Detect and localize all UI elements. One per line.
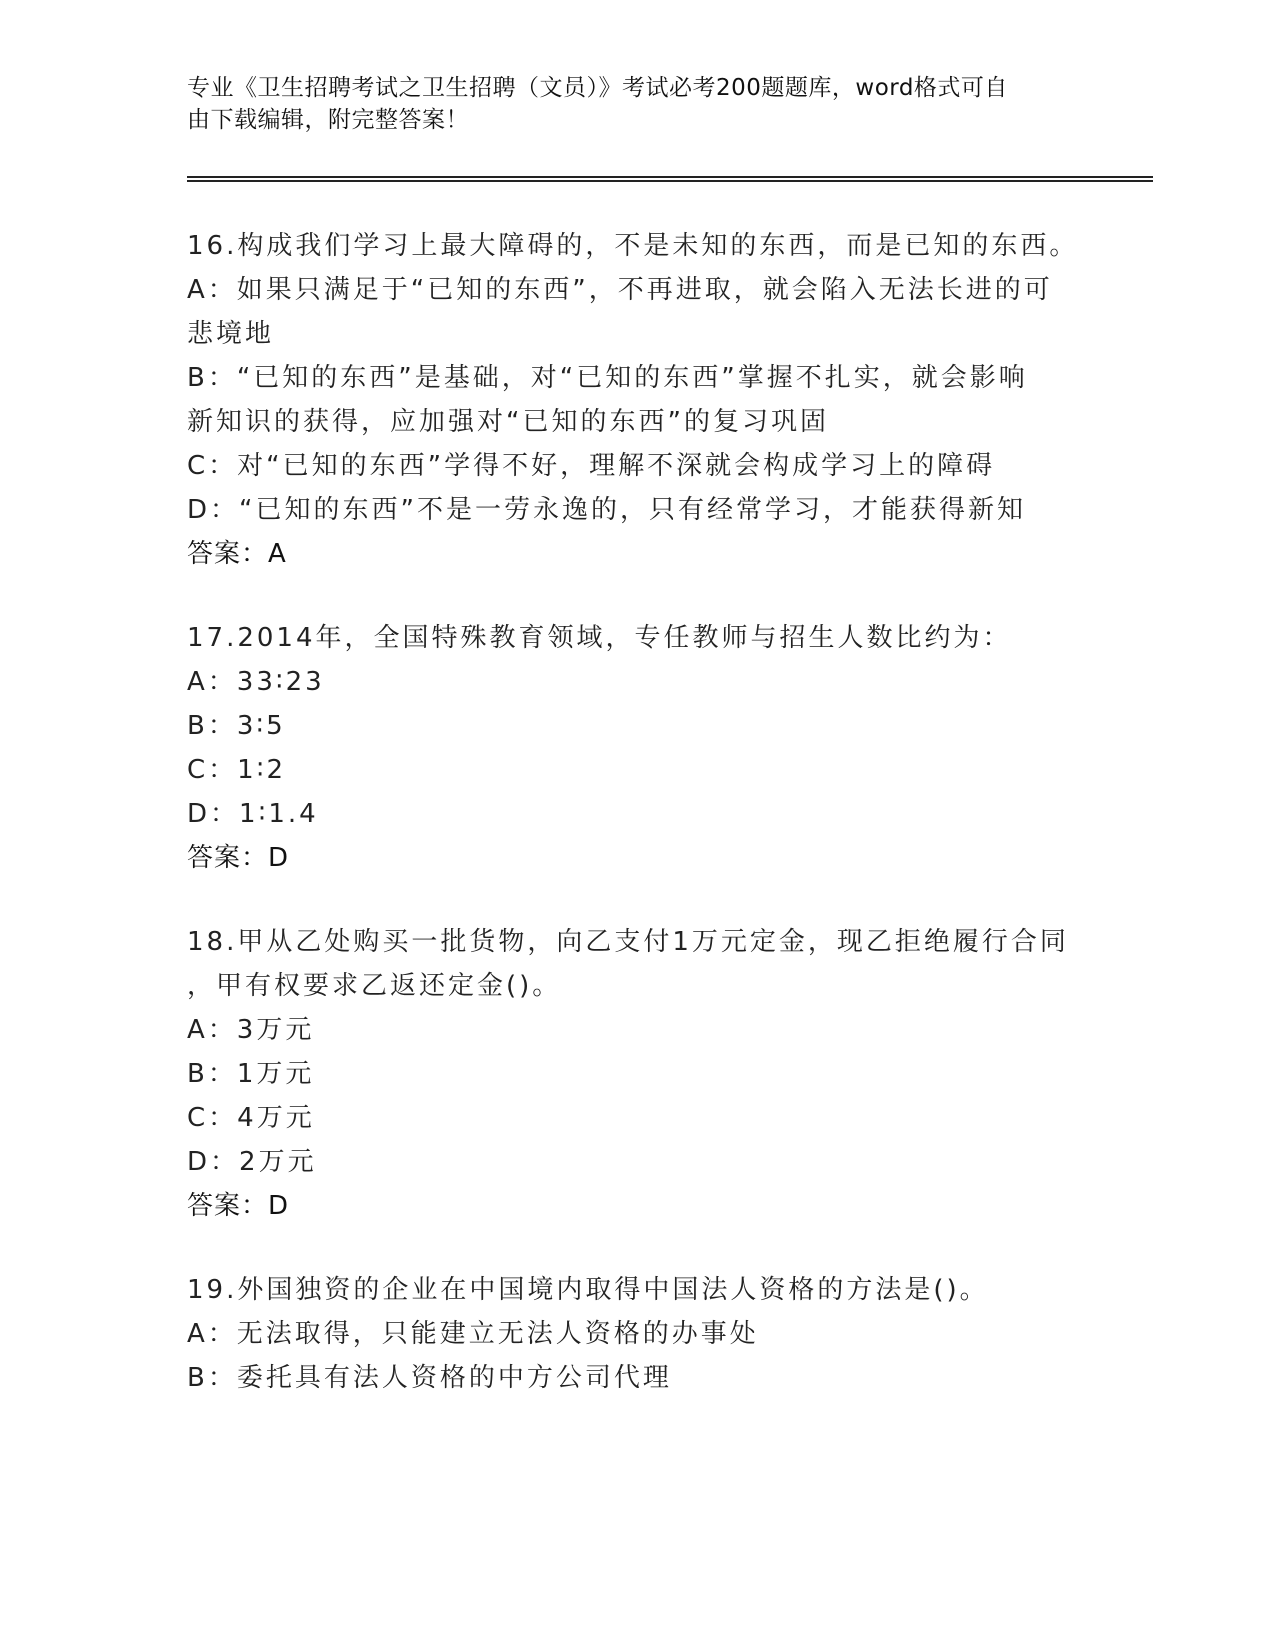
question-16-option-b-cont: 新知识的获得，应加强对“已知的东西”的复习巩固: [187, 407, 829, 437]
question-16-option-a: A：如果只满足于“已知的东西”，不再进取，就会陷入无法长进的可: [187, 275, 1053, 305]
question-17-option-c: C：1∶2: [187, 755, 287, 785]
question-16-option-d: D：“已知的东西”不是一劳永逸的，只有经常学习，才能获得新知: [187, 495, 1026, 525]
question-17-option-d: D：1∶1.4: [187, 799, 319, 829]
question-16-answer: 答案：A: [187, 539, 287, 569]
question-18-option-a: A：3万元: [187, 1015, 315, 1045]
question-16-option-c: C：对“已知的东西”学得不好，理解不深就会构成学习上的障碍: [187, 451, 996, 481]
question-17-answer: 答案：D: [187, 843, 290, 873]
question-18-option-b: B：1万元: [187, 1059, 315, 1089]
header-line-2: 由下载编辑，附完整答案！: [187, 107, 469, 133]
question-17-stem: 17.2014年，全国特殊教育领域，专任教师与招生人数比约为：: [187, 623, 1012, 653]
question-18-stem-cont: ，甲有权要求乙返还定金()。: [187, 971, 562, 1001]
question-18-stem: 18.甲从乙处购买一批货物，向乙支付1万元定金，现乙拒绝履行合同: [187, 927, 1069, 957]
question-18-option-c: C：4万元: [187, 1103, 315, 1133]
header-double-rule: [187, 176, 1153, 182]
question-16-option-b: B：“已知的东西”是基础，对“已知的东西”掌握不扎实，就会影响: [187, 363, 1028, 393]
header-line-1: 专业《卫生招聘考试之卫生招聘（文员）》考试必考200题题库，word格式可自: [187, 75, 1008, 101]
document-header: [187, 72, 1067, 136]
question-16-stem: 16.构成我们学习上最大障碍的，不是未知的东西，而是已知的东西。: [187, 231, 1079, 261]
question-19-stem: 19.外国独资的企业在中国境内取得中国法人资格的方法是()。: [187, 1275, 989, 1305]
question-16-option-a-cont: 悲境地: [187, 319, 275, 349]
question-17-option-b: B：3∶5: [187, 711, 286, 741]
question-17-option-a: A：33∶23: [187, 667, 325, 697]
question-18-option-d: D：2万元: [187, 1147, 317, 1177]
question-19-option-a: A：无法取得，只能建立无法人资格的办事处: [187, 1319, 759, 1349]
question-19-option-b: B：委托具有法人资格的中方公司代理: [187, 1363, 672, 1393]
question-18-answer: 答案：D: [187, 1191, 290, 1221]
